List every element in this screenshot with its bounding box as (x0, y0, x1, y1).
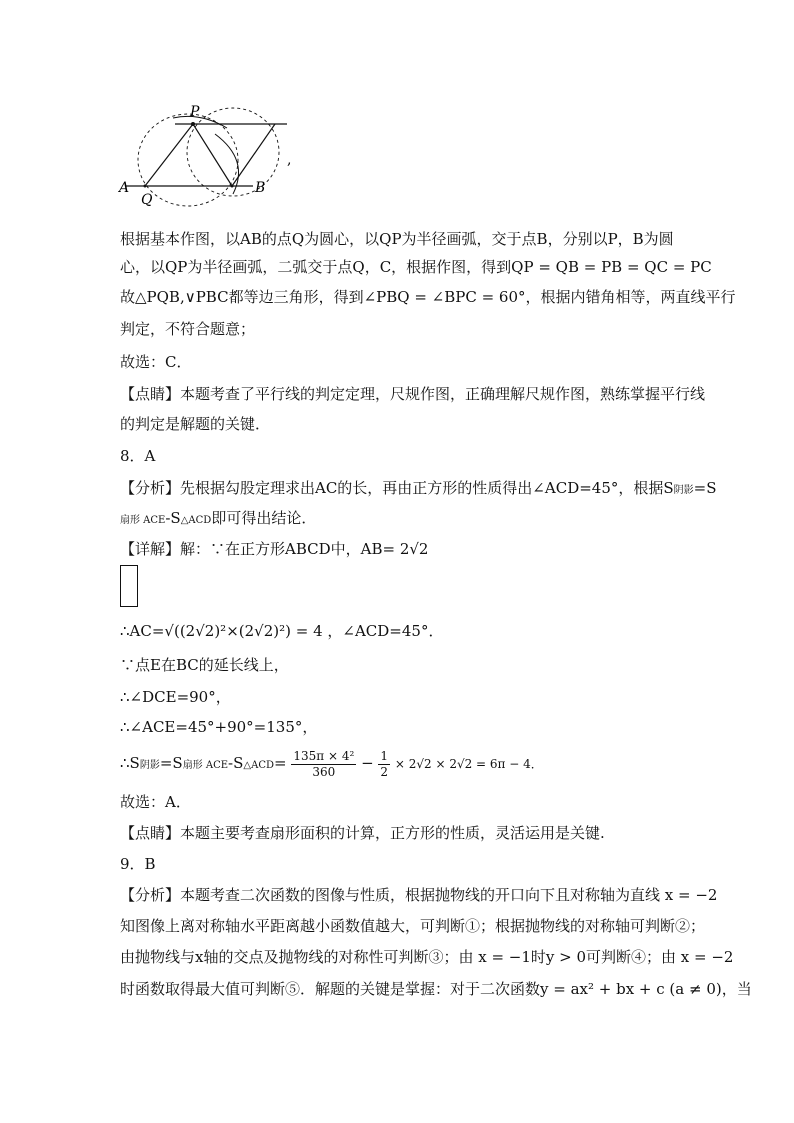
q7-line2: 心，以QP为半径画弧，二弧交于点Q，C，根据作图，得到QP = QB = PB = QC = PC (120, 258, 712, 276)
q8-dce: ∴∠DCE=90°， (120, 688, 231, 706)
q7-line3: 故△PQB,∨PBC都等边三角形，得到∠PBQ = ∠BPC = 60°，根据内错角相等，两直线平行 (120, 288, 736, 306)
arc-top (173, 116, 227, 128)
q7-comment2: 的判定是解题的关键． (120, 415, 271, 433)
q8-ac-line: ∴AC=√((2√2)²×(2√2)²) = 4 ，∠ACD=45°． (120, 622, 444, 640)
q7-answer: 故选：C． (120, 353, 192, 371)
q9-line4: 时函数取得最大值可判断⑤．解题的关键是掌握：对于二次函数y = ax² + bx + c (a ≠ 0)，当 (120, 980, 752, 998)
point-p (191, 122, 195, 126)
q7-line4: 判定，不符合题意； (120, 320, 256, 338)
segment-pb (193, 124, 232, 186)
point-q (144, 185, 147, 188)
construction-diagram (115, 102, 315, 214)
q8-analysis1: 【分析】先根据勾股定理求出AC的长，再由正方形的性质得出∠ACD=45°，根据S阴影=S (120, 479, 717, 497)
q9-number: 9．B (120, 855, 156, 873)
label-q: Q (141, 192, 153, 208)
image-placeholder-box (120, 565, 138, 607)
segment-qp (145, 124, 193, 186)
label-b: B (255, 180, 266, 196)
q7-line1: 根据基本作图，以AB的点Q为圆心，以QP为半径画弧，交于点B，分别以P，B为圆 (120, 230, 674, 248)
q9-line2: 知图像上离对称轴水平距离越小函数值越大，可判断①；根据抛物线的对称轴可判断②； (120, 917, 706, 935)
q9-line3: 由抛物线与x轴的交点及抛物线的对称性可判断③；由 x = −1时y > 0可判断④；由 x = −2 (120, 948, 734, 966)
q9-line1: 【分析】本题考查二次函数的图像与性质，根据抛物线的开口向下且对称轴为直线 x = −2 (120, 886, 718, 904)
point-b (231, 185, 234, 188)
q8-ace: ∴∠ACE=45°+90°=135°， (120, 718, 318, 736)
geometry-figure (115, 102, 315, 214)
label-p: P (190, 104, 200, 120)
label-a: A (119, 180, 130, 196)
q8-answer: 故选：A． (120, 793, 191, 811)
fraction-half: $\frac{1}{2}$ (380, 748, 389, 779)
q7-comment: 【点睛】本题考查了平行线的判定定理，尺规作图，正确理解尺规作图，熟练掌握平行线 (120, 385, 706, 403)
q8-number: 8．A (120, 447, 156, 465)
trailing-comma: , (287, 152, 292, 168)
q8-area-formula: ∴S阴影=S扇形 ACE-S△ACD= $\frac{\text{135π × 4²}}{360}$ − $\frac{1}{2}$ × 2√2 × 2√2 = 6π − 4． (120, 748, 543, 779)
q8-detail: 【详解】解：∵在正方形ABCD中，AB= 2√2 (120, 540, 429, 558)
q8-point-e: ∵点E在BC的延长线上， (120, 656, 289, 674)
q8-analysis2: 扇形 ACE-S△ACD即可得出结论． (120, 509, 317, 527)
fraction-sector: $\frac{\text{135π × 4²}}{360}$ (293, 748, 355, 779)
q8-comment: 【点睛】本题主要考查扇形面积的计算，正方形的性质，灵活运用是关键. (120, 824, 605, 842)
